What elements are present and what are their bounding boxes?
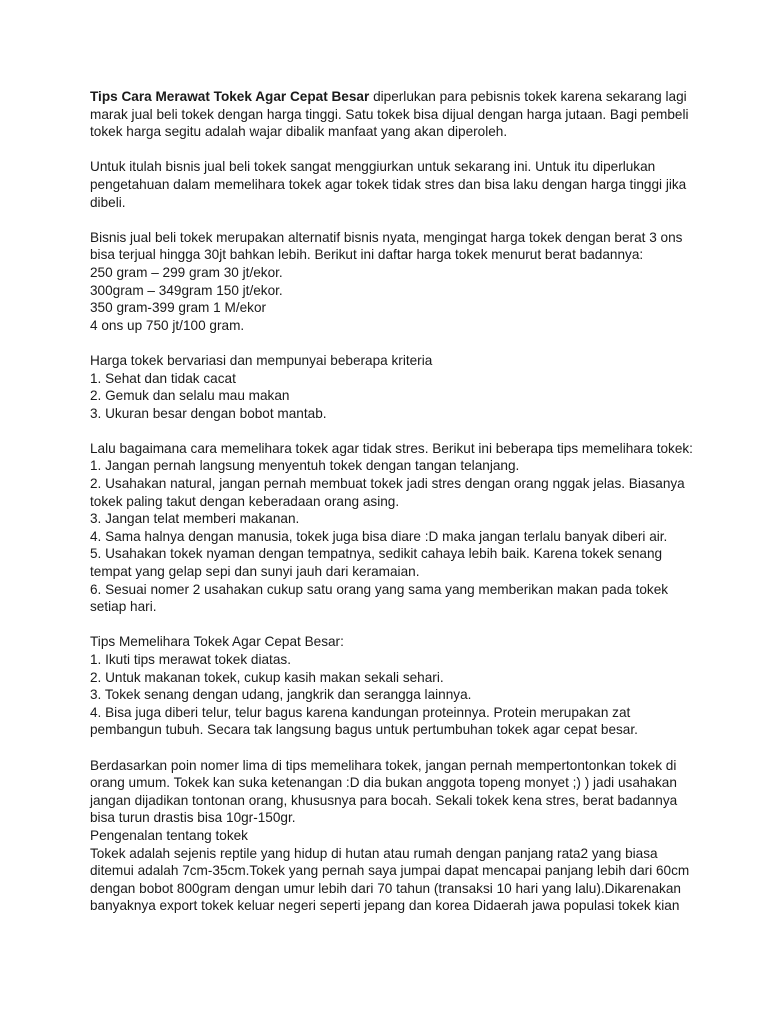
section-heading: Pengenalan tentang tokek <box>90 827 248 843</box>
text-line: orang umum. Tokek kan suka ketenangan :D dia bukan anggota topeng monyet ;) ) jadi usahakan <box>90 775 677 791</box>
text-line: dibeli. <box>90 194 126 210</box>
list-item: 3. Jangan telat memberi makanan. <box>90 511 300 527</box>
list-item: 5. Usahakan tokek nyaman dengan tempatnya, sedikit cahaya lebih baik. Karena tokek senang <box>90 546 663 562</box>
list-item: 300gram – 349gram 150 jt/ekor. <box>90 282 283 298</box>
list-item: 1. Ikuti tips merawat tokek diatas. <box>90 652 291 667</box>
text-line: bisa terjual hingga 30jt bahkan lebih. Berikut ini daftar harga tokek menurut berat badannya: <box>90 247 644 263</box>
text-line: pengetahuan dalam memelihara tokek agar tokek tidak stres dan bisa laku dengan harga tinggi jika <box>90 176 687 192</box>
list-item: 6. Sesuai nomer 2 usahakan cukup satu orang yang sama yang memberikan makan pada tokek <box>90 581 669 597</box>
paragraph-price-list <box>90 229 690 335</box>
text-line: Untuk itulah bisnis jual beli tokek sangat menggiurkan untuk sekarang ini. Untuk itu diperlukan <box>90 159 656 175</box>
list-item: tempat yang gelap sepi dan sunyi jauh dari keramaian. <box>90 564 420 580</box>
paragraph-care-tips <box>90 440 693 616</box>
text-line: Berdasarkan poin nomer lima di tips memelihara tokek, jangan pernah mempertontonkan tokek di <box>90 757 677 773</box>
text-line: jangan dijadikan tontonan orang, khususnya para bocah. Sekali tokek kena stres, berat badannya <box>90 792 678 808</box>
list-item: 2. Gemuk dan selalu mau makan <box>90 388 290 404</box>
list-item: 2. Untuk makanan tokek, cukup kasih makan sekali sehari. <box>90 669 444 685</box>
list-item: 3. Ukuran besar dengan bobot mantab. <box>90 405 327 421</box>
list-item: 1. Jangan pernah langsung menyentuh tokek dengan tangan telanjang. <box>90 458 520 474</box>
text-line <box>90 88 690 106</box>
paragraph-criteria <box>90 352 690 422</box>
document-page <box>90 88 693 915</box>
text-line: Bisnis jual beli tokek merupakan alternatif bisnis nyata, mengingat harga tokek dengan berat 3 ons <box>90 229 683 245</box>
list-item: 2. Usahakan natural, jangan pernah membuat tokek jadi stres dengan orang nggak jelas. Biasanya <box>90 476 685 492</box>
paragraph-growth-tips <box>90 633 690 739</box>
article-title: Tips Cara Merawat Tokek Agar Cepat Besar <box>90 89 370 104</box>
list-item: 250 gram – 299 gram 30 jt/ekor. <box>90 264 283 280</box>
list-item: pembangun tubuh. Secara tak langsung bagus untuk pertumbuhan tokek agar cepat besar. <box>90 722 638 738</box>
paragraph-introduction <box>90 757 690 915</box>
paragraph-intro <box>90 88 690 141</box>
text-line: Tips Memelihara Tokek Agar Cepat Besar: <box>90 634 344 650</box>
list-item: setiap hari. <box>90 599 157 615</box>
list-item: 350 gram-399 gram 1 M/ekor <box>90 300 267 316</box>
paragraph-business <box>90 158 690 211</box>
text-line: tokek harga segitu adalah wajar dibalik manfaat yang akan diperoleh. <box>90 124 508 140</box>
list-item: 4 ons up 750 jt/100 gram. <box>90 317 245 333</box>
text-line: Lalu bagaimana cara memelihara tokek agar tidak stres. Berikut ini beberapa tips memelihara tokek: <box>90 440 693 456</box>
text-line: bisa turun drastis bisa 10gr-150gr. <box>90 810 296 826</box>
text-line: Tokek adalah sejenis reptile yang hidup di hutan atau rumah dengan panjang rata2 yang biasa <box>90 845 658 861</box>
text-line: marak jual beli tokek dengan harga tinggi. Satu tokek bisa dijual dengan harga jutaan. Bagi pembeli <box>90 106 689 122</box>
text-line: Harga tokek bervariasi dan mempunyai beberapa kriteria <box>90 352 433 368</box>
list-item: tokek paling takut dengan keberadaan orang asing. <box>90 493 400 509</box>
list-item: 1. Sehat dan tidak cacat <box>90 370 236 386</box>
text-line: ditemui adalah 7cm-35cm.Tokek yang pernah saya jumpai dapat mencapai panjang lebih dari 60cm <box>90 863 690 879</box>
text-line-rest: diperlukan para pebisnis tokek karena sekarang lagi <box>369 89 687 104</box>
list-item: 3. Tokek senang dengan udang, jangkrik dan serangga lainnya. <box>90 687 472 703</box>
text-line: dengan bobot 800gram dengan umur lebih dari 70 tahun (transaksi 10 hari yang lalu).Dikarenakan <box>90 880 681 896</box>
list-item: 4. Sama halnya dengan manusia, tokek juga bisa diare :D maka jangan terlalu banyak diberi air. <box>90 528 668 544</box>
text-line: banyaknya export tokek keluar negeri seperti jepang dan korea Didaerah jawa populasi tokek kian <box>90 898 680 914</box>
list-item: 4. Bisa juga diberi telur, telur bagus karena kandungan proteinnya. Protein merupakan zat <box>90 704 631 720</box>
